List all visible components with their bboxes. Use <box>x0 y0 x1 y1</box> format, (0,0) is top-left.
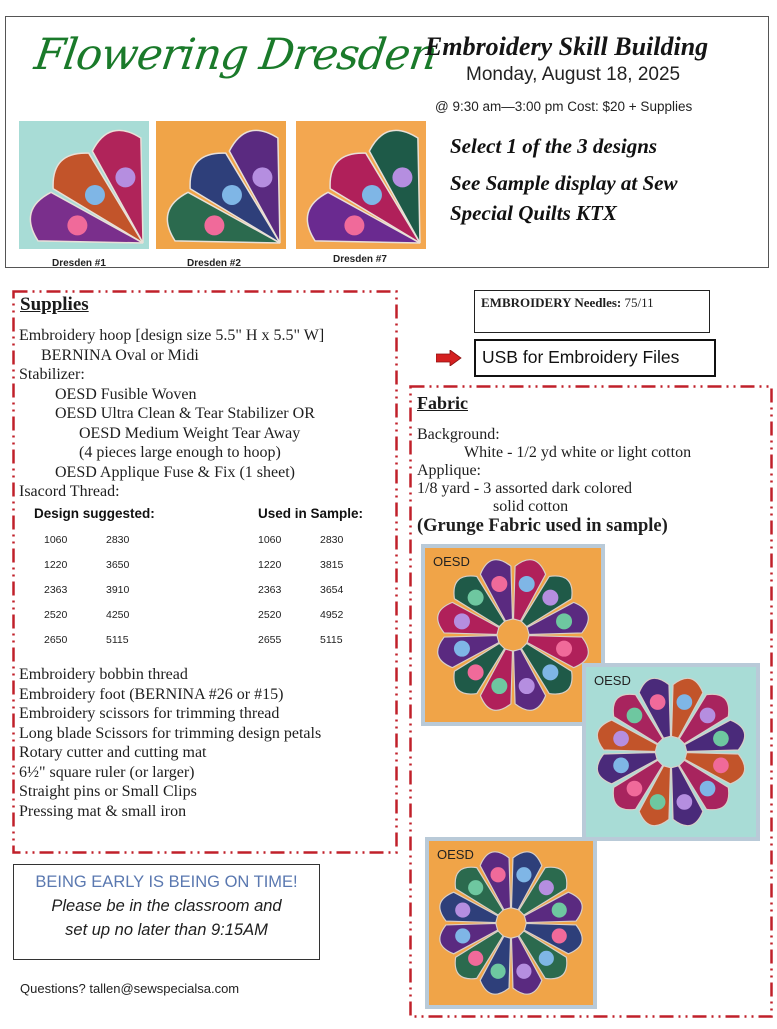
flower-motif <box>700 781 716 797</box>
flower-motif <box>627 708 643 724</box>
arrow-right-icon <box>436 350 462 366</box>
oesd-logo: OESD <box>594 673 631 688</box>
arrival-notice-box <box>13 864 320 960</box>
flower-motif <box>491 964 506 979</box>
dresden-fan-art <box>156 121 286 249</box>
design-caption: Dresden #7 <box>333 254 387 265</box>
flower-motif <box>344 215 364 235</box>
flower-motif <box>542 590 558 606</box>
flower-motif <box>519 678 535 694</box>
class-date: Monday, August 18, 2025 <box>466 64 681 85</box>
flower-motif <box>516 964 531 979</box>
flower-motif <box>115 167 135 187</box>
flower-motif <box>713 758 729 774</box>
thread-number: 4952 <box>320 609 344 621</box>
thread-number: 1060 <box>258 534 282 546</box>
flower-motif <box>556 613 572 629</box>
flower-motif <box>454 641 470 657</box>
dresden-plate-art <box>425 837 597 1009</box>
sample-image-2 <box>582 663 760 841</box>
thread-number: 2830 <box>320 534 344 546</box>
supply-item: Embroidery foot (BERNINA #26 or #15) <box>19 685 284 703</box>
sample-display-note-1: See Sample display at Sew <box>450 171 678 195</box>
sample-display-note-2: Special Quilts KTX <box>450 201 617 225</box>
plate-center <box>656 737 685 766</box>
flower-motif <box>613 731 629 747</box>
dresden-plate-art <box>421 544 605 726</box>
flower-motif <box>468 590 484 606</box>
flower-motif <box>222 185 242 205</box>
sample-image-3 <box>425 837 597 1009</box>
thread-number: 1220 <box>258 559 282 571</box>
supply-item: Stabilizer: <box>19 366 85 383</box>
needles-label: EMBROIDERY Needles: <box>481 295 622 310</box>
flower-motif <box>650 694 666 710</box>
fabric-section <box>409 385 773 1018</box>
flower-motif <box>519 576 535 592</box>
fabric-background-value: White - 1/2 yd white or light cotton <box>464 444 692 461</box>
flower-motif <box>713 731 729 747</box>
supply-item: Embroidery bobbin thread <box>19 666 188 683</box>
thread-number: 2520 <box>44 609 68 621</box>
usb-box: USB for Embroidery Files <box>474 339 716 377</box>
thread-number: 5115 <box>106 634 129 646</box>
fabric-applique-label: Applique: <box>417 462 481 479</box>
supply-item: OESD Ultra Clean & Tear Stabilizer OR <box>55 405 315 422</box>
flower-motif <box>556 641 572 657</box>
design-caption: Dresden #2 <box>187 258 241 269</box>
thread-number: 2363 <box>258 584 282 596</box>
supply-item: OESD Fusible Woven <box>55 385 197 403</box>
flower-motif <box>613 758 629 774</box>
supply-item: Long blade Scissors for trimming design petals <box>19 724 322 742</box>
design-image-dresden-7 <box>296 121 426 249</box>
flower-motif <box>468 880 483 895</box>
flower-motif <box>491 678 507 694</box>
thread-number: 2363 <box>44 584 68 596</box>
flower-motif <box>700 708 716 724</box>
supply-item: OESD Medium Weight Tear Away <box>79 424 301 442</box>
thread-number: 1220 <box>44 559 68 571</box>
dresden-plate-art <box>582 663 760 841</box>
fabric-background-label: Background: <box>417 426 500 443</box>
flower-motif <box>552 903 567 918</box>
select-design-note: Select 1 of the 3 designs <box>450 134 658 158</box>
flower-motif <box>455 928 470 943</box>
fabric-applique-value-2: solid cotton <box>493 498 569 515</box>
flower-motif <box>491 867 506 882</box>
thread-suggested-header: Design suggested: <box>34 506 155 521</box>
contact-email[interactable]: Questions? tallen@sewspecialsa.com <box>20 981 240 996</box>
flower-motif <box>362 185 382 205</box>
design-image-dresden-2 <box>156 121 286 249</box>
flower-motif <box>491 576 507 592</box>
dresden-fan-art <box>19 121 149 249</box>
supply-item: 6½" square ruler (or larger) <box>19 763 195 781</box>
supply-item: (4 pieces large enough to hoop) <box>79 444 281 461</box>
sample-image-1 <box>421 544 605 726</box>
supply-item: Pressing mat & small iron <box>19 802 187 820</box>
supply-item: Straight pins or Small Clips <box>19 783 197 800</box>
flower-motif <box>627 781 643 797</box>
thread-number: 3650 <box>106 559 130 571</box>
grunge-fabric-note: (Grunge Fabric used in sample) <box>417 516 668 536</box>
flower-motif <box>552 928 567 943</box>
supplies-section <box>12 290 398 854</box>
supplies-list-top <box>19 326 324 502</box>
flower-motif <box>539 951 554 966</box>
flower-motif <box>252 167 272 187</box>
flower-motif <box>468 951 483 966</box>
flower-motif <box>539 880 554 895</box>
supplies-title: Supplies <box>20 294 89 315</box>
flower-motif <box>468 664 484 680</box>
thread-sample-header: Used in Sample: <box>258 506 364 521</box>
needles-value: 75/11 <box>624 295 654 310</box>
supply-item: Isacord Thread: <box>19 483 120 500</box>
thread-number: 2830 <box>106 534 130 546</box>
notice-line-3: set up no later than 9:15AM <box>65 921 268 939</box>
thread-number: 5115 <box>320 634 343 646</box>
plate-center <box>498 620 528 650</box>
flower-motif <box>85 185 105 205</box>
thread-number: 4250 <box>106 609 130 621</box>
flower-motif <box>650 794 666 810</box>
fabric-applique-value: 1/8 yard - 3 assorted dark colored <box>417 480 633 497</box>
supplies-list-bottom <box>19 665 321 821</box>
thread-number: 3815 <box>320 559 344 571</box>
thread-number: 2520 <box>258 609 282 621</box>
thread-number: 3654 <box>320 584 344 596</box>
fabric-title: Fabric <box>417 393 468 413</box>
thread-number: 1060 <box>44 534 68 546</box>
flower-motif <box>67 215 87 235</box>
oesd-logo: OESD <box>437 847 474 862</box>
notice-headline: BEING EARLY IS BEING ON TIME! <box>35 873 298 891</box>
supply-item: Embroidery scissors for trimming thread <box>19 705 280 722</box>
design-caption: Dresden #1 <box>52 258 106 269</box>
flower-motif <box>392 167 412 187</box>
page-title: Flowering Dresden <box>31 30 440 80</box>
flower-motif <box>454 613 470 629</box>
dresden-fan-art <box>296 121 426 249</box>
thread-number: 2650 <box>44 634 68 646</box>
design-image-dresden-1 <box>19 121 149 249</box>
supply-item: Embroidery hoop [design size 5.5" H x 5.5" W] <box>19 327 325 344</box>
thread-number: 2655 <box>258 634 282 646</box>
supply-item: OESD Applique Fuse & Fix (1 sheet) <box>55 463 295 481</box>
class-time-cost: @ 9:30 am—3:00 pm Cost: $20 + Supplies <box>435 99 693 114</box>
flower-motif <box>455 903 470 918</box>
supply-item: Rotary cutter and cutting mat <box>19 744 207 761</box>
supply-item: BERNINA Oval or Midi <box>41 346 199 364</box>
class-subtitle: Embroidery Skill Building <box>425 32 709 61</box>
flower-motif <box>542 664 558 680</box>
flower-motif <box>677 694 693 710</box>
needles-box <box>474 290 710 333</box>
thread-number: 3910 <box>106 584 130 596</box>
plate-center <box>497 909 525 937</box>
flower-motif <box>677 794 693 810</box>
flower-motif <box>516 867 531 882</box>
notice-line-2: Please be in the classroom and <box>51 897 282 915</box>
flower-motif <box>204 215 224 235</box>
oesd-logo: OESD <box>433 554 470 569</box>
